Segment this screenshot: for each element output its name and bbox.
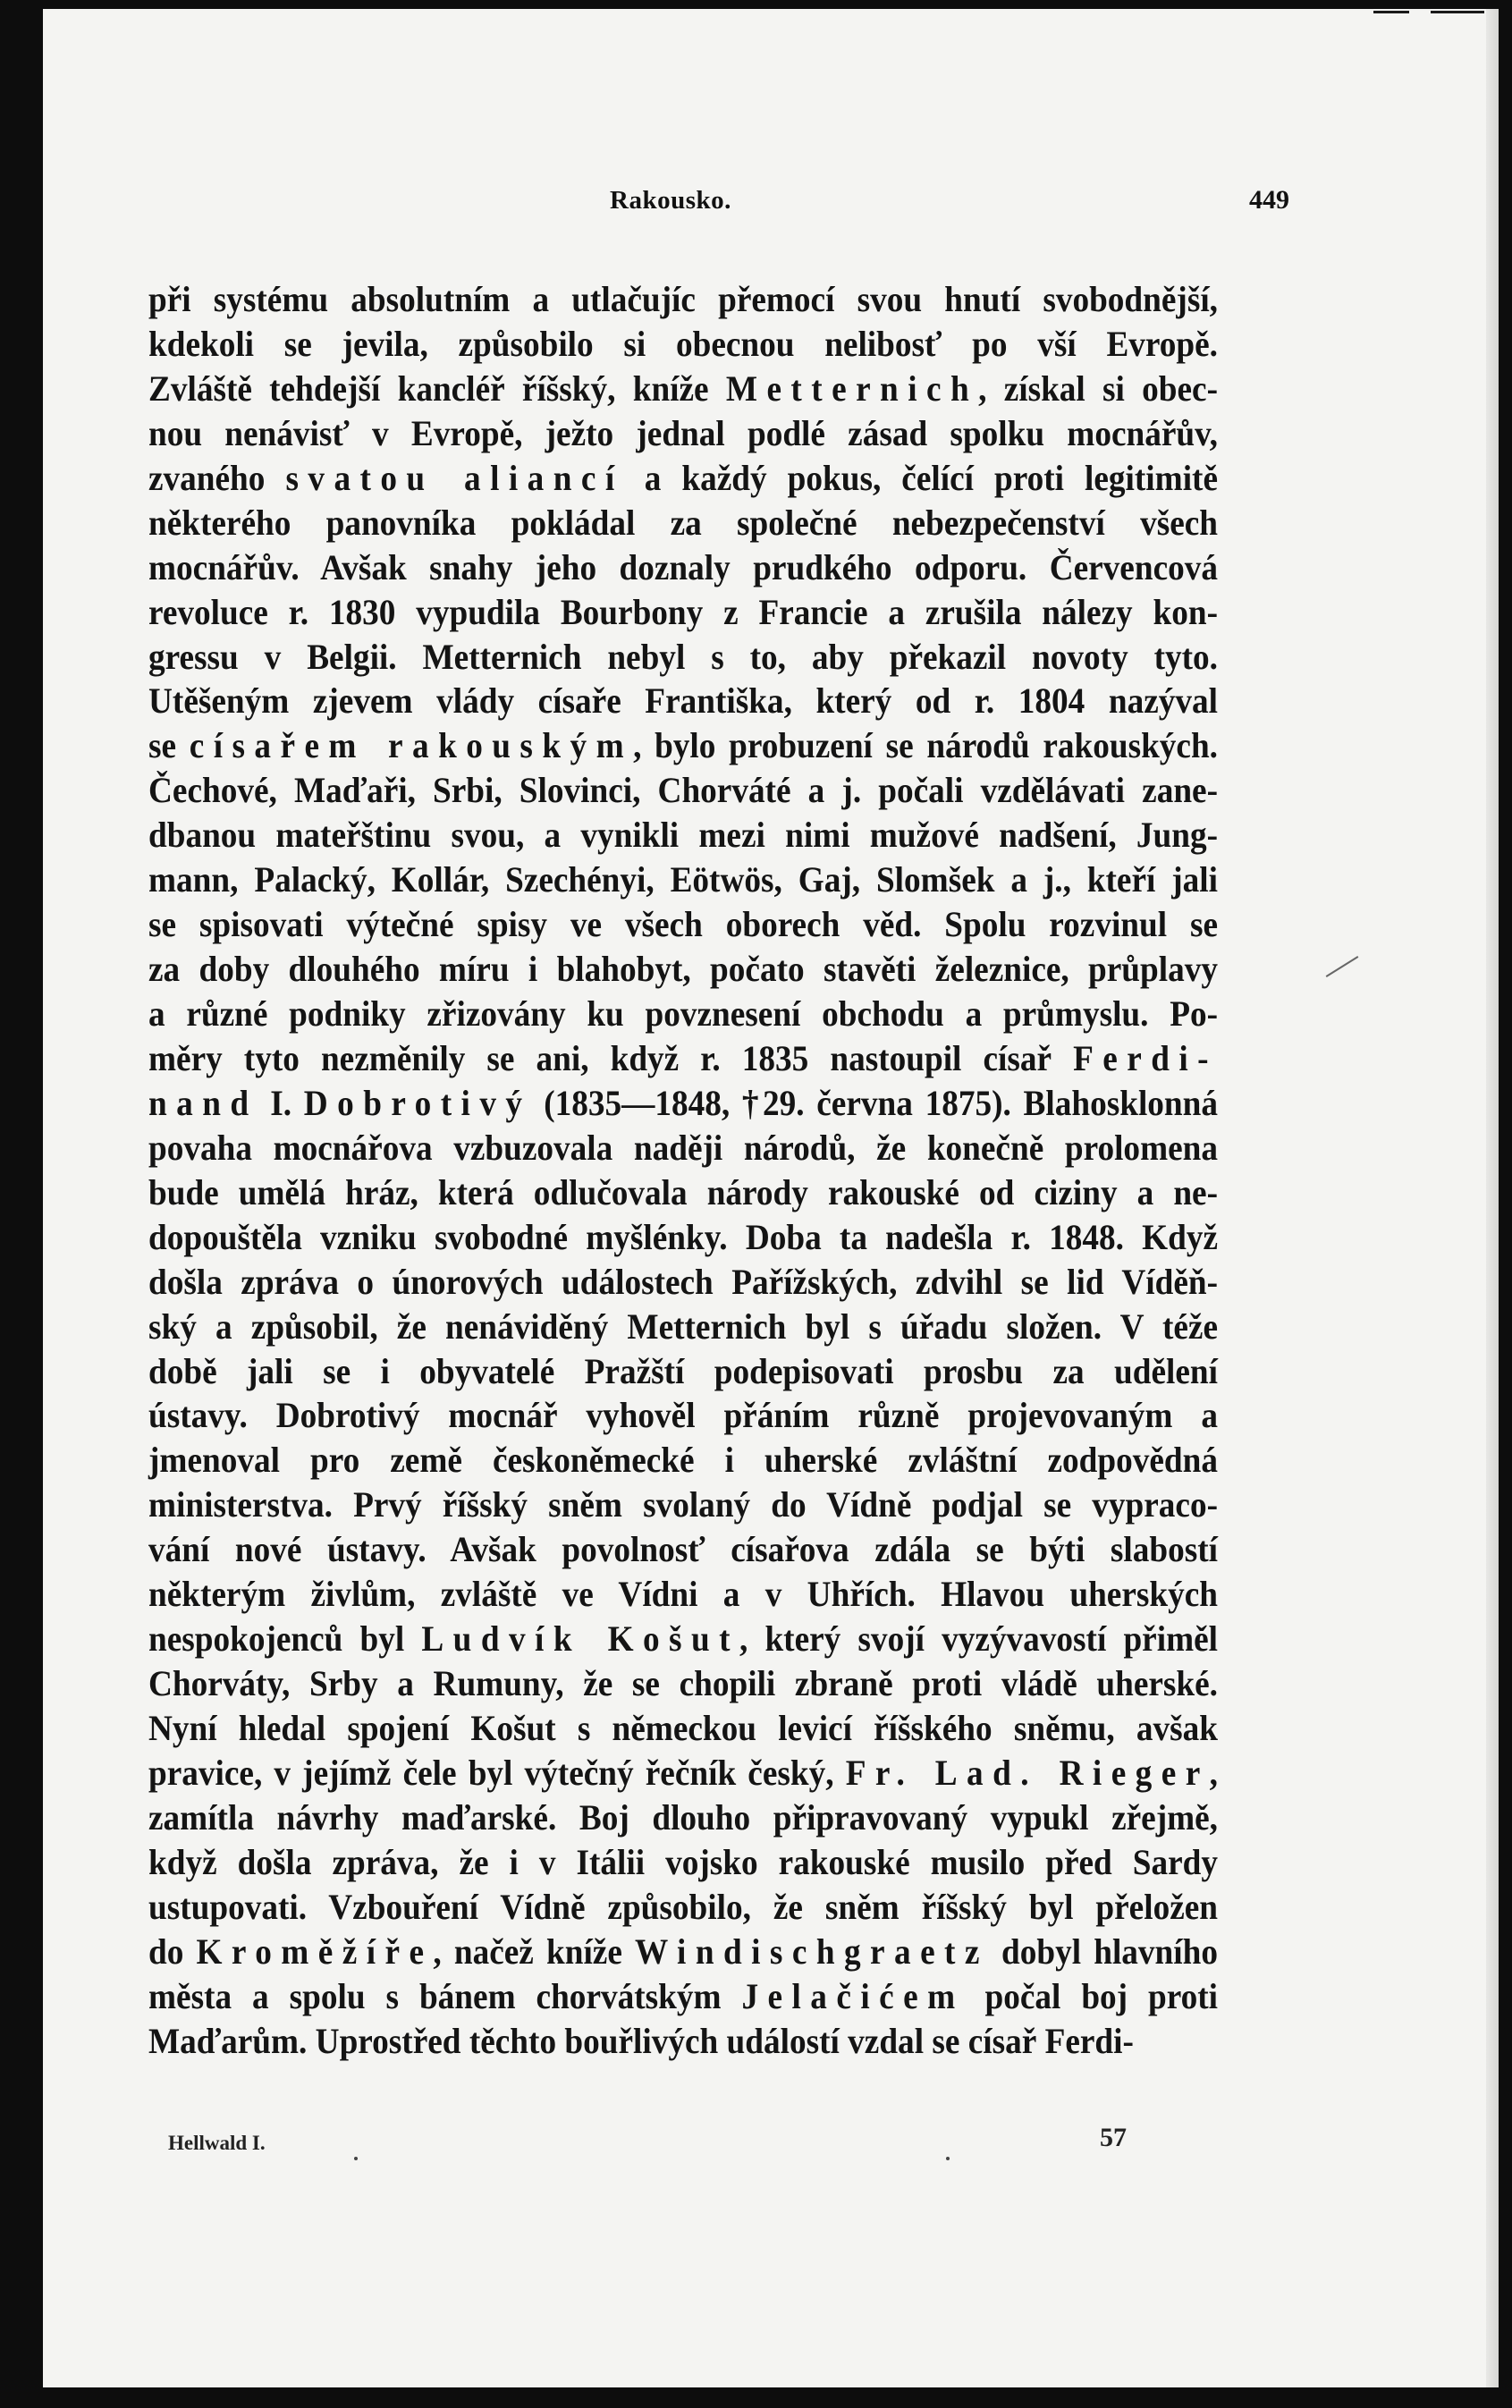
text-line: [148, 1126, 1218, 1170]
text-line: [148, 2019, 1218, 2064]
text-segment: zvaného: [148, 457, 286, 498]
text-line: [148, 1483, 1218, 1527]
text-line: [148, 1617, 1218, 1661]
spaced-name: Ferdi-: [1073, 1037, 1218, 1078]
scan-edge-mark: [1431, 11, 1484, 13]
book-page: [43, 9, 1499, 2387]
text-segment: jmenoval pro země českoněmecké i uherské zvláštní zodpovědná: [148, 1440, 1218, 1481]
page-number: 449: [1249, 185, 1289, 215]
spaced-name: Jelačićem: [741, 1975, 965, 2016]
spaced-name: Windischgraetz: [635, 1931, 989, 1972]
text-line: [148, 1930, 1218, 1974]
text-line: [148, 992, 1218, 1036]
text-segment: (1835—1848, †29. června 1875). Blahosklonná: [531, 1082, 1218, 1123]
text-segment: a každý pokus, čelící proti legitimitě: [623, 457, 1218, 498]
text-segment: Maďarům. Uprostřed těchto bouřlivých událostí vzdal se císař Ferdi-: [148, 2020, 1134, 2061]
text-line: [148, 1751, 1218, 1795]
text-line: [148, 1349, 1218, 1394]
text-segment: ,: [1209, 1752, 1218, 1793]
text-segment: dobyl hlavního: [988, 1931, 1218, 1972]
text-segment: nou nenávisť v Evropě, ježto jednal podlé zásad spolku mocnářův,: [148, 412, 1218, 453]
text-line: [148, 858, 1218, 902]
text-segment: ustupovati. Vzbouření Vídně způsobilo, že sněm říšský byl přeložen: [148, 1886, 1218, 1927]
text-line: [148, 1393, 1218, 1438]
text-segment: , získal si obec-: [978, 368, 1218, 409]
spaced-name: Kroměžíře: [196, 1931, 434, 1972]
text-line: [148, 635, 1218, 680]
text-line: [148, 1706, 1218, 1751]
text-segment: I.: [258, 1082, 304, 1123]
text-segment: a různé podniky zřizovány ku povznesení obchodu a průmyslu. Po-: [148, 993, 1218, 1034]
text-line: [148, 367, 1218, 411]
text-line: [148, 501, 1218, 545]
spaced-name: nand: [148, 1082, 258, 1123]
text-segment: dopouštěla vzniku svobodné myšlénky. Doba ta nadešla r. 1848. Když: [148, 1216, 1218, 1257]
text-segment: bude umělá hráz, která odlučovala národy rakouské od ciziny a ne-: [148, 1171, 1218, 1212]
spaced-name: císařem rakouským: [189, 725, 634, 766]
spaced-name: Metternich: [725, 368, 979, 409]
text-segment: Utěšeným zjevem vlády císaře Františka, který od r. 1804 nazýval: [148, 680, 1218, 722]
text-line: [148, 1438, 1218, 1483]
text-line: [148, 545, 1218, 590]
text-segment: vání nové ústavy. Avšak povolnosť císařova zdála se býti slabostí: [148, 1529, 1218, 1570]
text-line: [148, 590, 1218, 635]
text-segment: , bylo probuzení se národů rakouských.: [633, 725, 1218, 766]
text-segment: se: [148, 725, 190, 766]
text-line: [148, 1572, 1218, 1617]
text-segment: měry tyto nezměnily se ani, když r. 1835 nastoupil císař: [148, 1037, 1074, 1078]
text-line: [148, 1974, 1218, 2019]
text-line: [148, 1081, 1218, 1126]
printer-signature: Hellwald I.: [168, 2132, 266, 2154]
text-line: [148, 1170, 1218, 1215]
text-segment: zamítla návrhy maďarské. Boj dlouho připravovaný vypukl zřejmě,: [148, 1796, 1218, 1838]
text-line: [148, 1795, 1218, 1840]
text-segment: některého panovníka pokládal za společné nebezpečenství všech: [148, 502, 1218, 543]
text-line: [148, 679, 1218, 723]
page-edge: [1486, 9, 1499, 2387]
text-segment: ministerstva. Prvý říšský sněm svolaný do Vídně podjal se vypraco-: [148, 1484, 1218, 1525]
text-segment: kdekoli se jevila, způsobilo si obecnou nelibosť po vší Evropě.: [148, 323, 1218, 364]
text-segment: se spisovati výtečné spisy ve všech oborech věd. Spolu rozvinul se: [148, 904, 1218, 945]
body-text: [148, 277, 1218, 2064]
spaced-name: Dobrotivý: [303, 1082, 532, 1123]
text-line: [148, 1885, 1218, 1930]
text-line: [148, 723, 1218, 768]
text-line: [148, 813, 1218, 858]
text-segment: mann, Palacký, Kollár, Szechényi, Eötwös, Gaj, Slomšek a j., kteří jali: [148, 859, 1218, 900]
text-segment: dbanou mateřštinu svou, a vynikli mezi nimi mužové nadšení, Jung-: [148, 815, 1218, 856]
text-line: [148, 902, 1218, 947]
text-segment: revoluce r. 1830 vypudila Bourbony z Francie a zrušila nálezy kon-: [148, 591, 1218, 632]
text-line: [148, 947, 1218, 992]
margin-pen-stroke: [1326, 956, 1359, 977]
spaced-name: Ludvík Košut: [421, 1618, 739, 1660]
text-segment: povaha mocnářova vzbuzovala naději národů, že konečně prolomena: [148, 1127, 1218, 1168]
text-segment: , který svojí vyzývavostí přiměl: [739, 1618, 1218, 1660]
text-line: [148, 1661, 1218, 1706]
paper-speck: [354, 2157, 358, 2160]
text-line: [148, 322, 1218, 367]
text-segment: když došla zpráva, že i v Itálii vojsko rakouské musilo před Sardy: [148, 1841, 1218, 1882]
signature-mark: 57: [1100, 2123, 1127, 2152]
text-segment: Zvláště tehdejší kancléř říšský, kníže: [148, 368, 726, 409]
text-segment: ústavy. Dobrotivý mocnář vyhověl přáním různě projevovaným a: [148, 1395, 1218, 1436]
text-line: [148, 1305, 1218, 1349]
text-line: [148, 1036, 1218, 1081]
text-line: [148, 277, 1218, 322]
text-segment: ský a způsobil, že nenáviděný Metternich byl s úřadu složen. V téže: [148, 1305, 1218, 1347]
text-line: [148, 1215, 1218, 1260]
running-head: Rakousko.: [610, 186, 731, 215]
text-segment: době jali se i obyvatelé Pražští podepisovati prosbu za udělení: [148, 1350, 1218, 1391]
spaced-name: Fr. Lad. Rieger: [845, 1752, 1210, 1793]
text-segment: Nyní hledal spojení Košut s německou levicí říšského sněmu, avšak: [148, 1708, 1218, 1748]
text-segment: Čechové, Maďaři, Srbi, Slovinci, Chorváté a j. počali vzdělávati zane-: [148, 770, 1218, 811]
text-segment: , načež kníže: [433, 1931, 636, 1972]
text-line: [148, 1840, 1218, 1885]
text-line: [148, 768, 1218, 813]
text-segment: došla zpráva o únorových událostech Pařížských, zdvihl se lid Víděň-: [148, 1261, 1218, 1302]
paper-speck: [946, 2157, 950, 2160]
text-line: [148, 1260, 1218, 1305]
text-segment: pravice, v jejímž čele byl výtečný řečník český,: [148, 1752, 846, 1793]
spaced-name: svatou aliancí: [285, 457, 624, 498]
text-segment: gressu v Belgii. Metternich nebyl s to, aby překazil novoty tyto.: [148, 636, 1218, 677]
text-segment: města a spolu s bánem chorvátským: [148, 1975, 742, 2016]
text-segment: nespokojenců byl: [148, 1618, 422, 1660]
text-segment: do: [148, 1931, 197, 1972]
text-line: [148, 456, 1218, 501]
text-line: [148, 411, 1218, 456]
text-line: [148, 1527, 1218, 1572]
text-segment: počal boj proti: [964, 1975, 1218, 2016]
scan-edge-mark: [1373, 11, 1409, 13]
text-segment: mocnářův. Avšak snahy jeho doznaly prudkého odporu. Červencová: [148, 546, 1218, 587]
text-segment: při systému absolutním a utlačujíc přemocí svou hnutí svobodnější,: [148, 279, 1218, 319]
text-segment: Chorváty, Srby a Rumuny, že se chopili zbraně proti vládě uherské.: [148, 1663, 1218, 1704]
text-segment: za doby dlouhého míru i blahobyt, počato stavěti železnice, průplavy: [148, 949, 1218, 990]
text-segment: některým živlům, zvláště ve Vídni a v Uhřích. Hlavou uherských: [148, 1574, 1218, 1615]
